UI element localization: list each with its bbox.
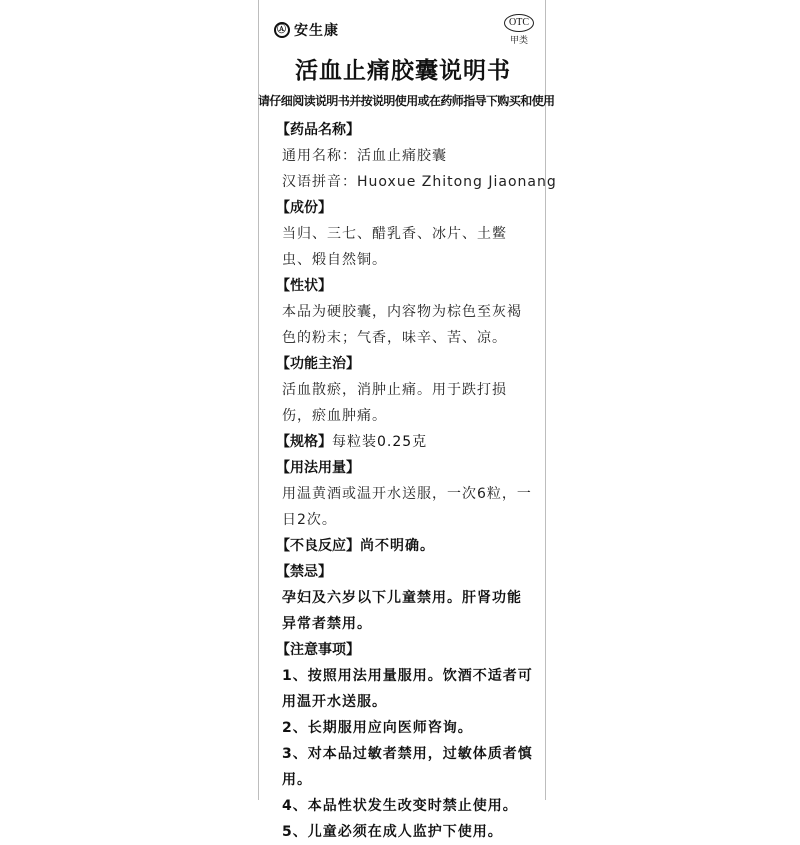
otc-label: OTC: [504, 14, 534, 32]
section-heading-character: 【性状】: [276, 278, 332, 294]
leaflet-content: [276, 117, 557, 845]
page-title: 活血止痛胶囊说明书: [295, 58, 511, 84]
precaution-item-2: 2、长期服用应向医师咨询。: [282, 720, 473, 736]
usage-line: 日2次。: [282, 512, 337, 528]
section-heading-spec: 【规格】: [276, 434, 332, 450]
precaution-item-5: 5、儿童必须在成人监护下使用。: [282, 824, 503, 840]
usage-notice: 请仔细阅读说明书并按说明使用或在药师指导下购买和使用: [258, 94, 555, 108]
section-heading-adverse: 【不良反应】: [276, 538, 360, 554]
section-heading-precautions: 【注意事项】: [276, 642, 360, 658]
character-line: 本品为硬胶囊，内容物为棕色至灰褐: [282, 304, 522, 320]
ingredients-line: 虫、煅自然铜。: [282, 252, 387, 268]
brand-name: 安生康: [294, 23, 339, 39]
usage-line: 用温黄酒或温开水送服，一次6粒，一: [282, 486, 532, 502]
precaution-item-1: 1、按照用法用量服用。饮酒不适者可: [282, 668, 533, 684]
brand-logo: [274, 20, 339, 40]
spec-value: 每粒装0.25克: [332, 434, 428, 450]
indications-line: 活血散瘀，消肿止痛。用于跌打损: [282, 382, 507, 398]
ingredients-line: 当归、三七、醋乳香、冰片、土鳖: [282, 226, 507, 242]
section-heading-usage: 【用法用量】: [276, 460, 360, 476]
indications-line: 伤，瘀血肿痛。: [282, 408, 387, 424]
section-heading-indications: 【功能主治】: [276, 356, 360, 372]
section-heading-ingredients: 【成份】: [276, 200, 332, 216]
otc-badge: [503, 14, 535, 46]
contraindication-line: 孕妇及六岁以下儿童禁用。肝肾功能: [282, 590, 522, 606]
spec-row: [276, 429, 538, 455]
pinyin-name: 汉语拼音：Huoxue Zhitong Jiaonang: [282, 174, 557, 190]
section-heading-name: 【药品名称】: [276, 122, 360, 138]
precaution-item-3-cont: 用。: [282, 772, 312, 788]
precaution-item-1-cont: 用温开水送服。: [282, 694, 387, 710]
adverse-row: [276, 533, 538, 559]
contraindication-line: 异常者禁用。: [282, 616, 372, 632]
otc-class: 甲类: [509, 36, 528, 46]
brand-mark-icon: Ⓐ: [274, 22, 290, 38]
precaution-item-4: 4、本品性状发生改变时禁止使用。: [282, 798, 518, 814]
section-heading-contraindications: 【禁忌】: [276, 564, 332, 580]
character-line: 色的粉末；气香，味辛、苦、凉。: [282, 330, 507, 346]
adverse-value: 尚不明确。: [360, 538, 435, 554]
generic-name: 通用名称：活血止痛胶囊: [282, 148, 447, 164]
precaution-item-3: 3、对本品过敏者禁用，过敏体质者慎: [282, 746, 533, 762]
